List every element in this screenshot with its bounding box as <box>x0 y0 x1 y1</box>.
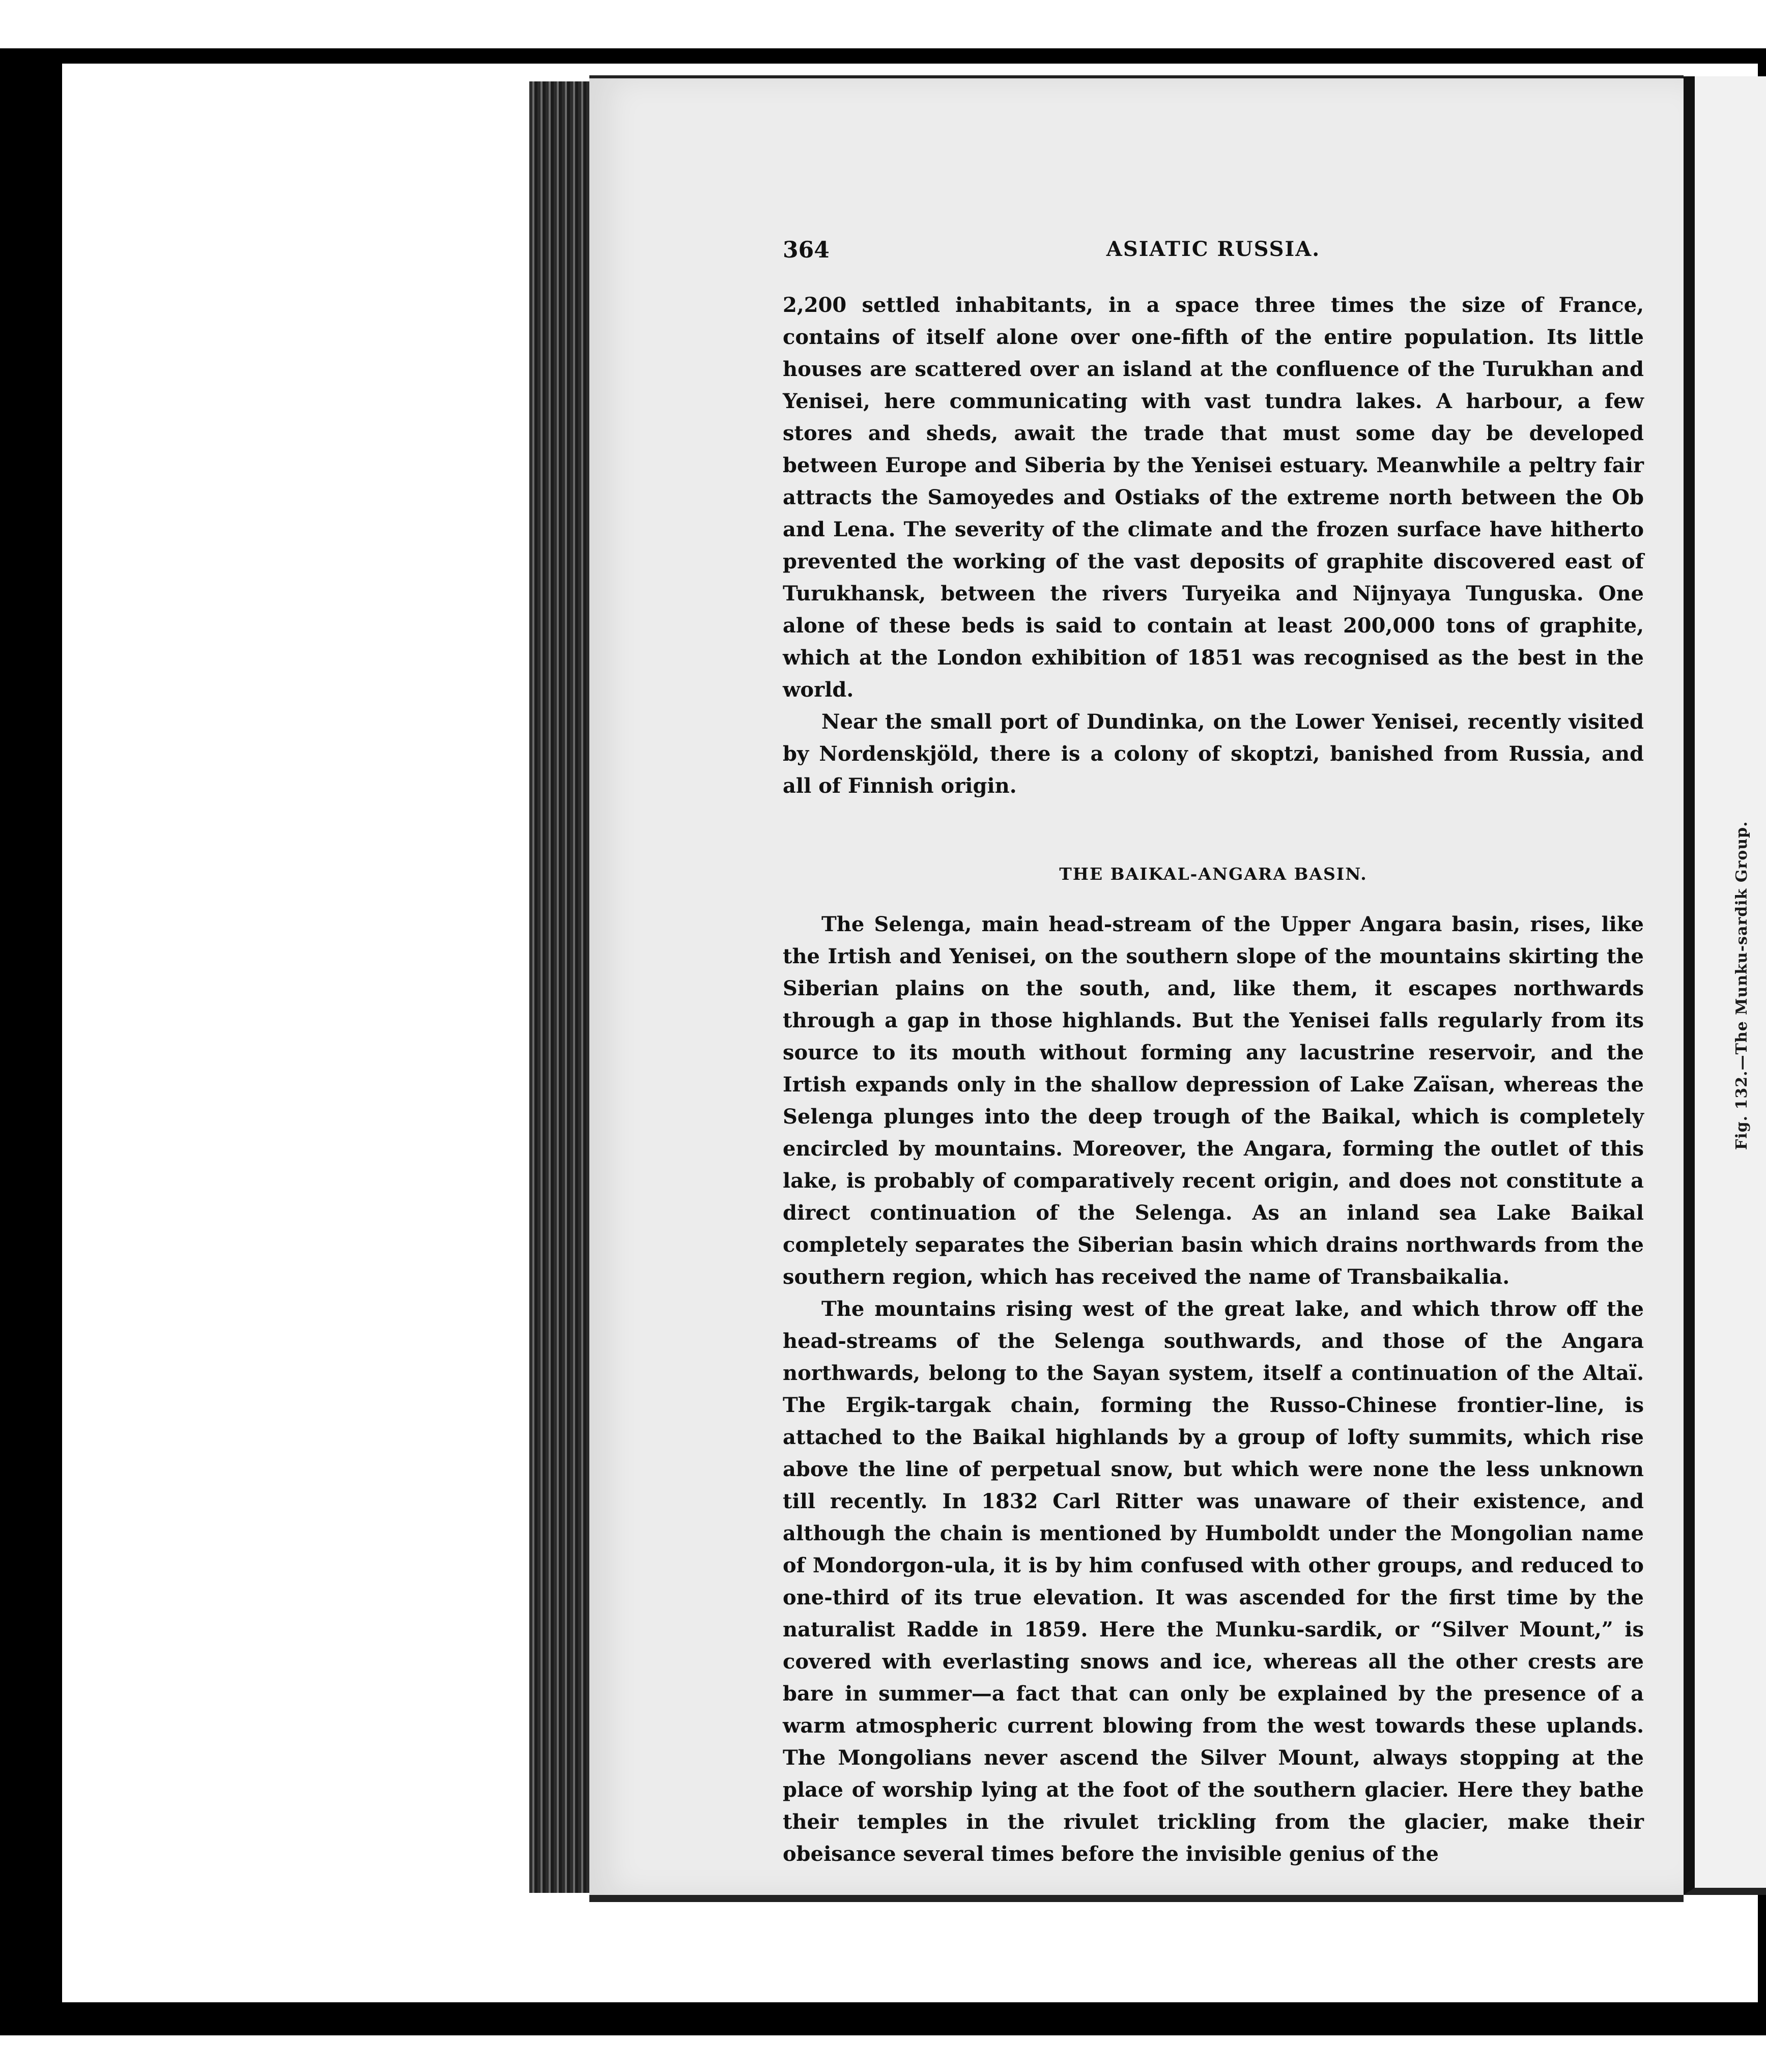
paragraph-mountains: The mountains rising west of the great lake, and which throw off the head-streams of the Selenga southwards, and those of the Angara northwards, belong to the Sayan system, itself a continuation of the Altaï. The Ergik-targak chain, forming the Russo-Chinese frontier-line, is attached to the Baikal highlands by a group of lofty summits, which rise above the line of perpetual snow, but which were none the less unknown till recently. In 1832 Carl Ritter was unaware of their existence, and although the chain is mentioned by Humboldt under the Mongolian name of Mondorgon-ula, it is by him confused with other groups, and reduced to one-third of its true elevation. It was ascended for the first time by the naturalist Radde in 1859. Here the Munku-sardik, or “Silver Mount,” is covered with everlasting snows and ice, whereas all the other crests are bare in summer—a fact that can only be explained by the presence of a warm atmospheric current blowing from the west towards these uplands. The Mongolians never ascend the Silver Mount, always stopping at the place of worship lying at the foot of the southern glacier. Here they bathe their temples in the rivulet trickling from the glacier, make their obeisance several times before the invisible genius of the <box>783 1297 1644 1866</box>
scan-left-blank-area <box>62 64 516 2002</box>
paragraph-continued: 2,200 settled inhabitants, in a space three times the size of France, contains of itself alone over one-fifth of the entire population. Its little houses are scattered over an island at the confluence of the Turukhan and Yenisei, here communicating with vast tundra lakes. A harbour, a few stores and sheds, await the trade that must some day be developed between Europe and Siberia by the Yenisei estuary. Meanwhile a peltry fair attracts the Samoyedes and Ostiaks of the extreme north between the Ob and Lena. The severity of the climate and the frozen surface have hitherto prevented the working of the vast deposits of graphite discovered east of Turukhansk, between the rivers Turyeika and Nijnyaya Tunguska. One alone of these beds is said to contain at least 200,000 tons of graphite, which at the London exhibition of 1851 was recognised as the best in the world. <box>783 293 1644 702</box>
facing-page-figure-caption: Fig. 132.—The Munku-sardik Group. <box>1733 821 1751 1150</box>
scan-top-margin <box>0 0 1766 48</box>
book-page-edges <box>529 81 590 1893</box>
running-head <box>783 237 1644 268</box>
page-number: 364 <box>783 237 830 263</box>
facing-page-strip <box>1684 76 1766 1895</box>
section-heading: THE BAIKAL-ANGARA BASIN. <box>1059 864 1368 884</box>
paragraph-dundinka: Near the small port of Dundinka, on the Lower Yenisei, recently visited by Nordenskjöld, there is a colony of skoptzi, banished from Russia, and all of Finnish origin. <box>783 710 1644 798</box>
body-text <box>783 289 1644 1870</box>
scan-bottom-margin <box>0 2035 1766 2072</box>
running-title: ASIATIC RUSSIA. <box>1106 237 1321 261</box>
paragraph-selenga: The Selenga, main head-stream of the Upper Angara basin, rises, like the Irtish and Yenisei, on the southern slope of the mountains skirting the Siberian plains on the south, and, like them, it escapes northwards through a gap in those highlands. But the Yenisei falls regularly from its source to its mouth without forming any lacustrine reservoir, and the Irtish expands only in the shallow depression of Lake Zaïsan, whereas the Selenga plunges into the deep trough of the Baikal, which is completely encircled by mountains. Moreover, the Angara, forming the outlet of this lake, is probably of comparatively recent origin, and does not constitute a direct continuation of the Selenga. As an inland sea Lake Baikal completely separates the Siberian basin which drains northwards from the southern region, which has received the name of Transbaikalia. <box>783 912 1644 1289</box>
